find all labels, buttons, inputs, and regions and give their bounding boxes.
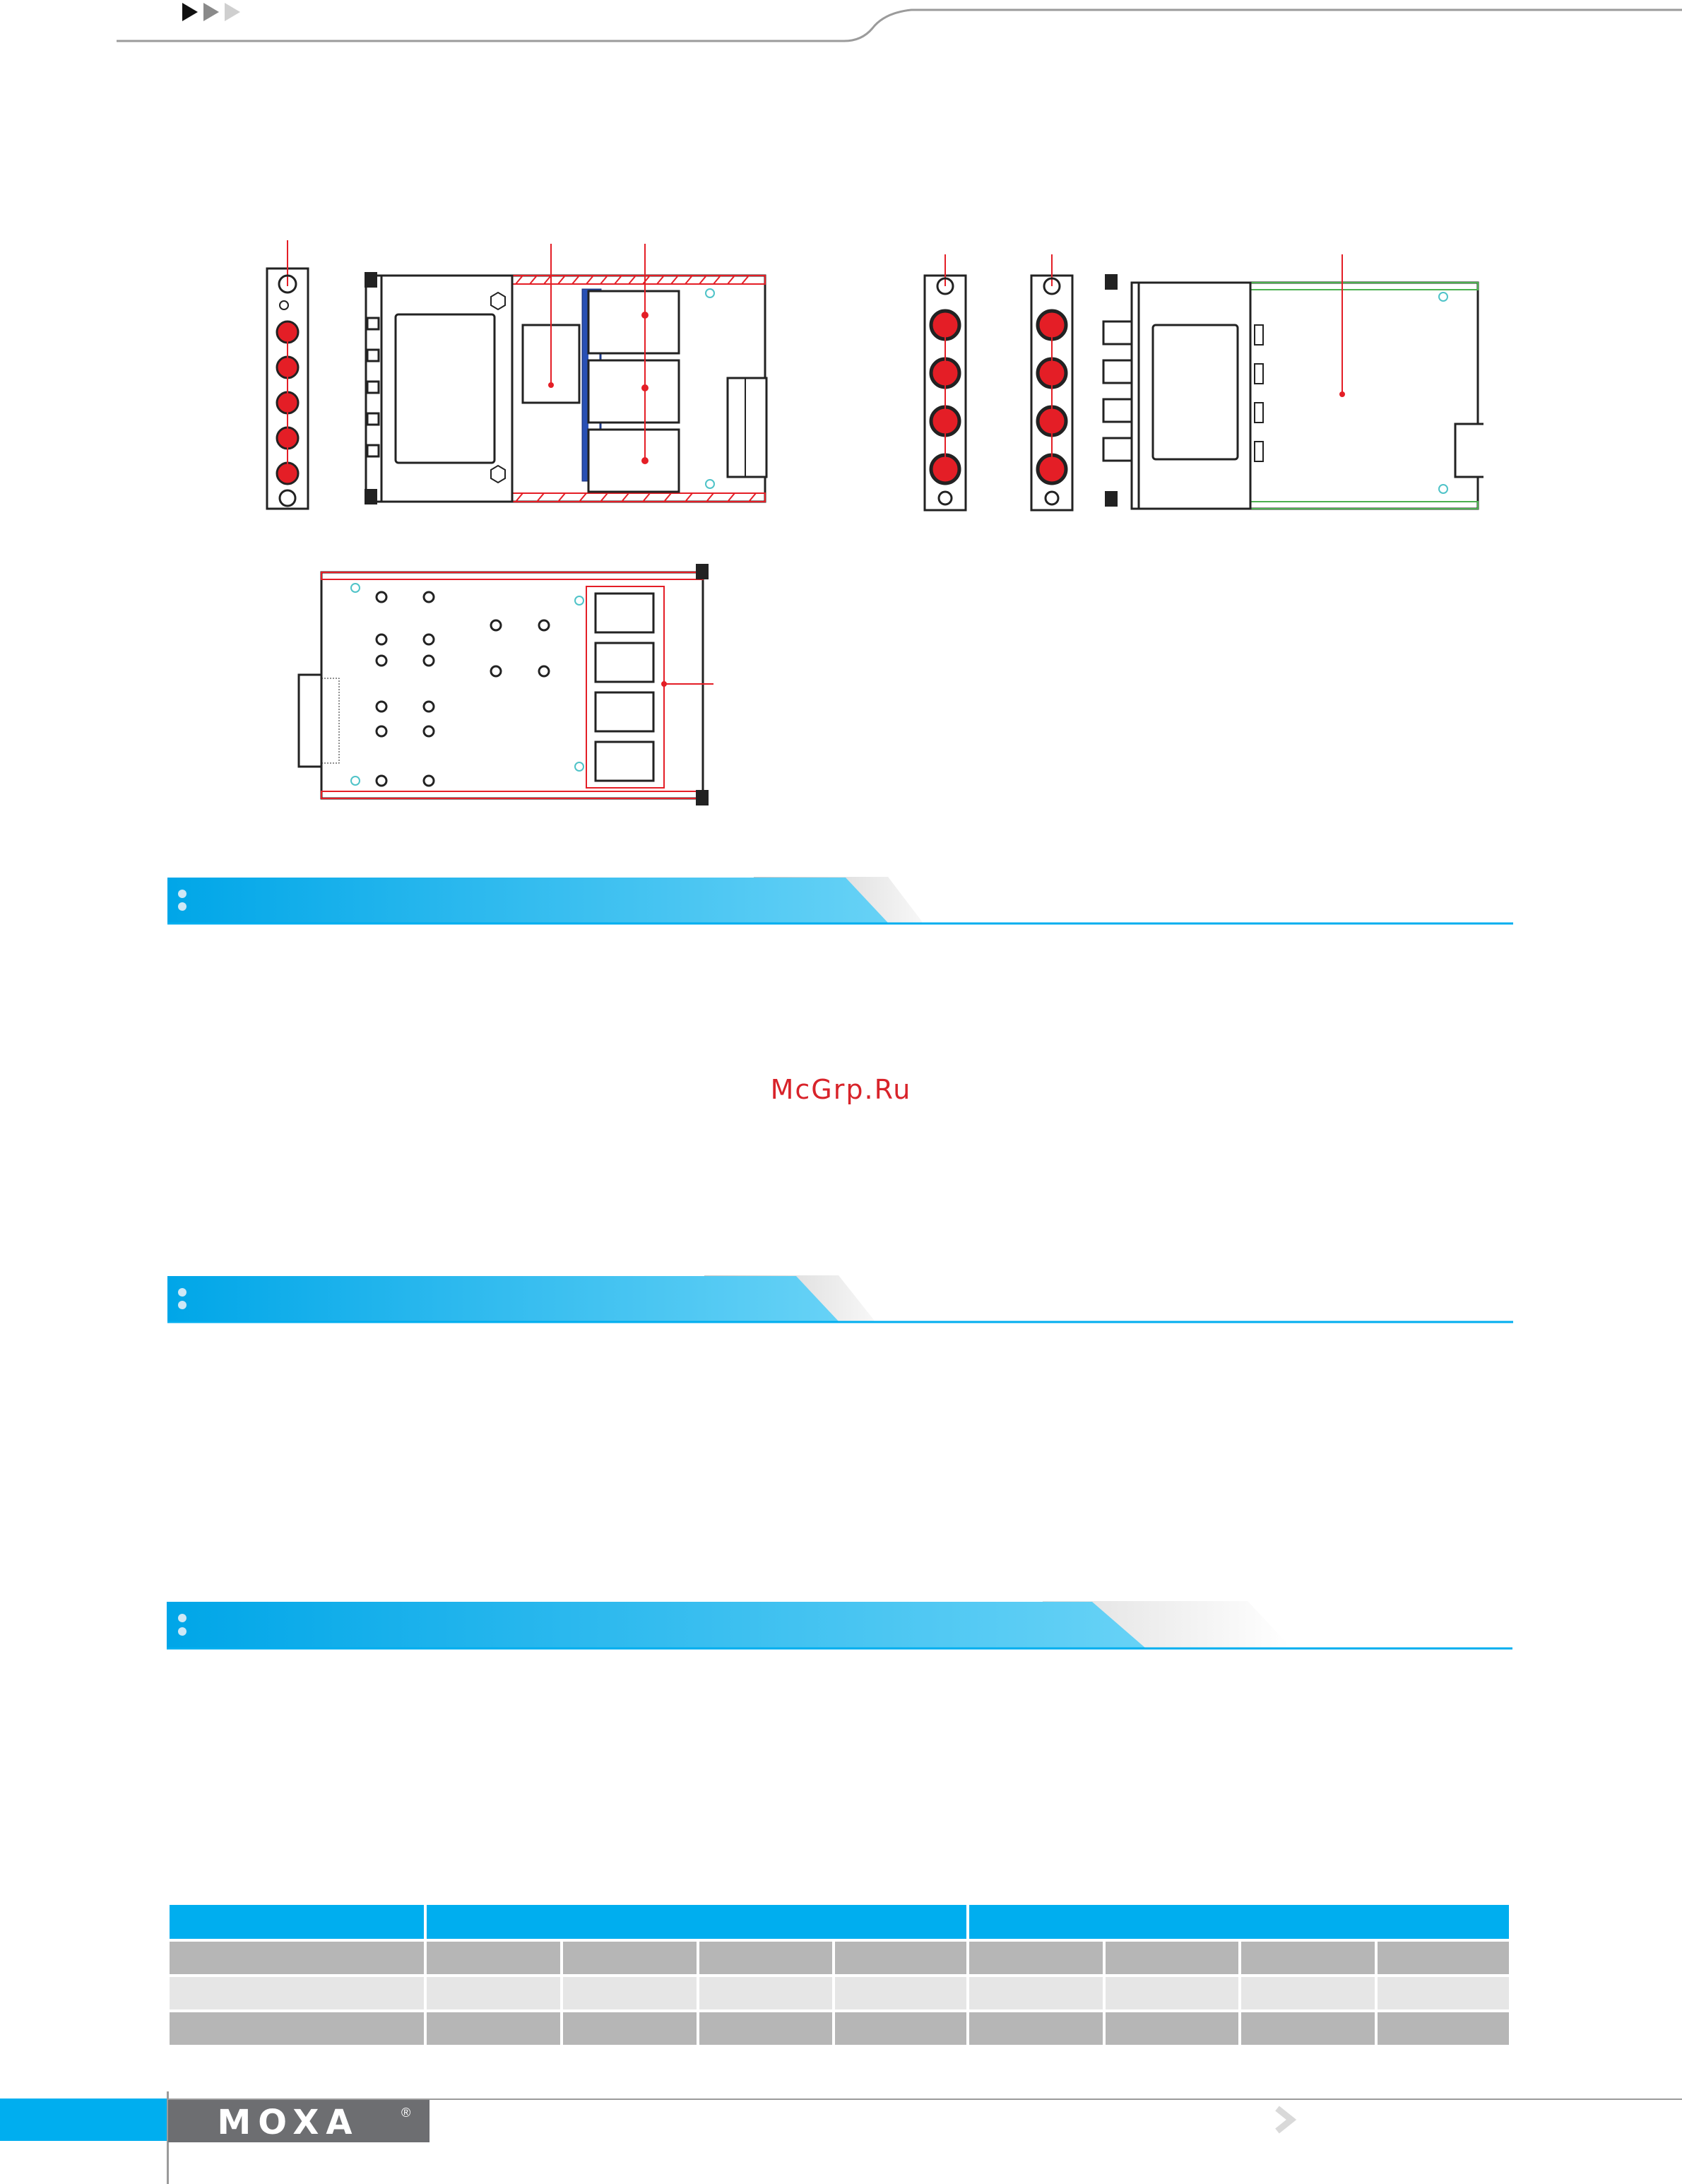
section-header-bar bbox=[167, 1600, 1512, 1651]
module-figure-bottom bbox=[293, 558, 731, 805]
chevron-right-icon bbox=[1272, 2106, 1300, 2134]
section-header-bar bbox=[167, 1275, 1513, 1324]
spec-table bbox=[170, 1905, 1512, 2050]
header-rule bbox=[0, 0, 1682, 49]
moxa-logo-text: MOXA bbox=[217, 2103, 360, 2142]
watermark-text: McGrp.Ru bbox=[770, 1074, 912, 1105]
page-header bbox=[0, 0, 1682, 49]
section-header-bar bbox=[167, 876, 1513, 926]
footer-tab bbox=[0, 2099, 167, 2141]
module-figure-right bbox=[918, 254, 1483, 516]
moxa-registered-mark: ® bbox=[401, 2106, 411, 2120]
module-figure-left bbox=[254, 233, 791, 516]
triple-play-arrow-icon bbox=[182, 1, 246, 23]
